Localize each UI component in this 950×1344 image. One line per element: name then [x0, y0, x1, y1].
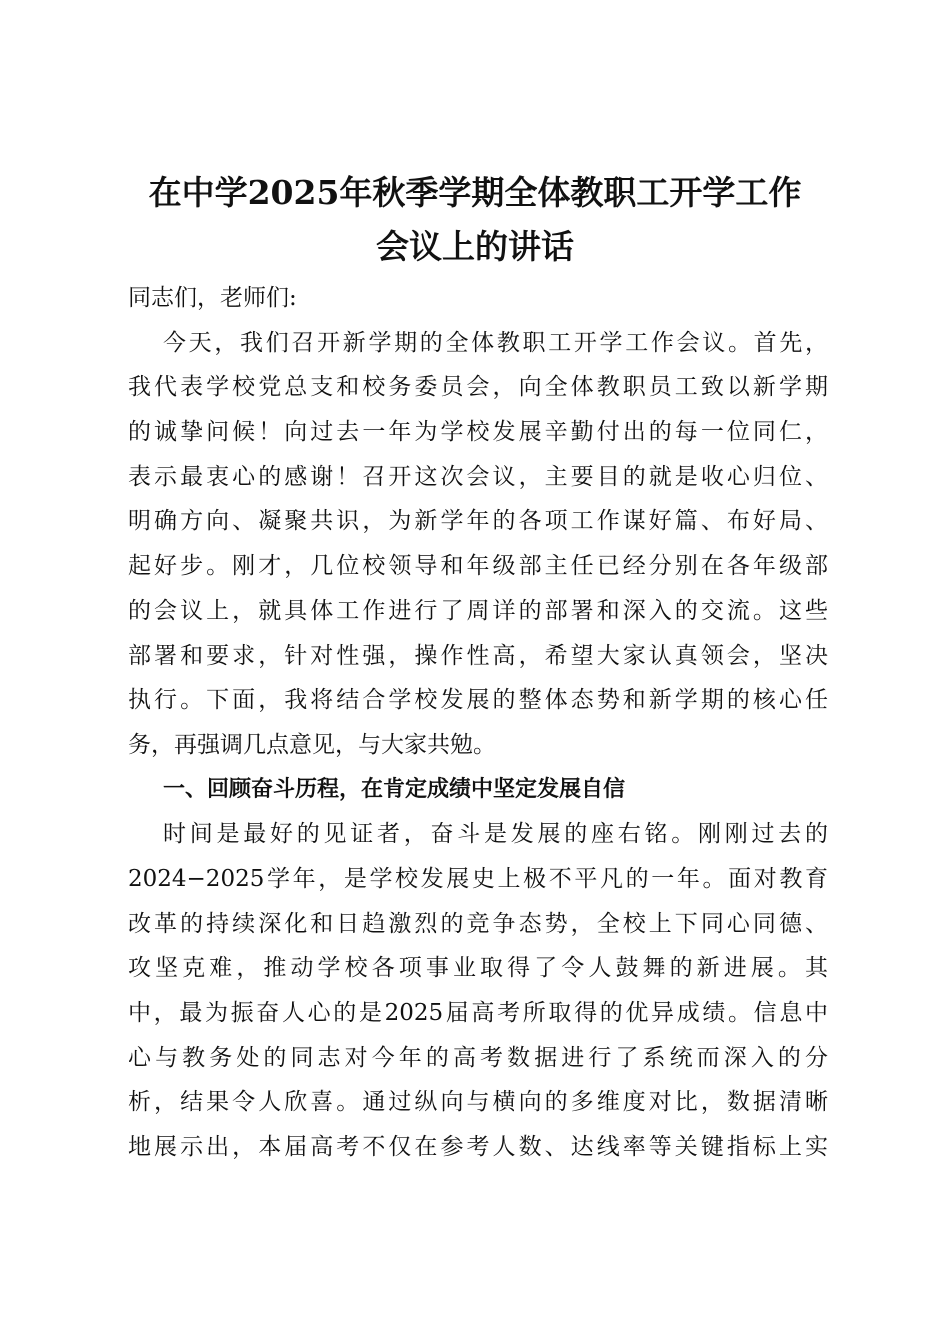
document-body	[128, 276, 828, 1170]
title-line: 会议上的讲话	[376, 227, 574, 266]
text-line: 今天，我们召开新学期的全体教职工开学工作会议。首先，	[163, 329, 828, 356]
salutation: 同志们，老师们:	[128, 285, 297, 311]
text-line: 攻坚克难，推动学校各项事业取得了令人鼓舞的新进展。其	[128, 955, 828, 982]
text-line: 析，结果令人欣喜。通过纵向与横向的多维度对比，数据清晰	[128, 1089, 828, 1116]
paragraph-intro	[128, 321, 828, 768]
paragraph-review	[128, 812, 828, 1170]
text-line: 表示最衷心的感谢！召开这次会议，主要目的就是收心归位、	[128, 463, 828, 490]
text-line: 心与教务处的同志对今年的高考数据进行了系统而深入的分	[128, 1044, 828, 1071]
section-heading: 一、回顾奋斗历程，在肯定成绩中坚定发展自信	[163, 776, 626, 802]
text-line: 执行。下面，我将结合学校发展的整体态势和新学期的核心任	[128, 687, 828, 714]
document-title	[100, 166, 850, 274]
text-line: 我代表学校党总支和校务委员会，向全体教职员工致以新学期	[128, 374, 828, 401]
text-line: 的诚挚问候！向过去一年为学校发展辛勤付出的每一位同仁，	[128, 419, 828, 446]
text-line: 改革的持续深化和日趋激烈的竞争态势，全校上下同心同德、	[128, 910, 828, 937]
text-line: 务，再强调几点意见，与大家共勉。	[128, 731, 496, 758]
text-line: 2024−2025学年，是学校发展史上极不平凡的一年。面对教育	[128, 865, 828, 892]
text-line: 明确方向、凝聚共识，为新学年的各项工作谋好篇、布好局、	[128, 508, 828, 535]
text-line: 的会议上，就具体工作进行了周详的部署和深入的交流。这些	[128, 597, 828, 624]
text-line: 中，最为振奋人心的是2025届高考所取得的优异成绩。信息中	[128, 1000, 828, 1026]
text-line: 地展示出，本届高考不仅在参考人数、达线率等关键指标上实	[128, 1134, 828, 1161]
text-line: 时间是最好的见证者，奋斗是发展的座右铭。刚刚过去的	[163, 821, 828, 848]
text-line: 部署和要求，针对性强，操作性高，希望大家认真领会，坚决	[128, 642, 828, 669]
text-line: 起好步。刚才，几位校领导和年级部主任已经分别在各年级部	[128, 553, 828, 580]
title-line: 在中学2025年秋季学期全体教职工开学工作	[148, 173, 802, 212]
